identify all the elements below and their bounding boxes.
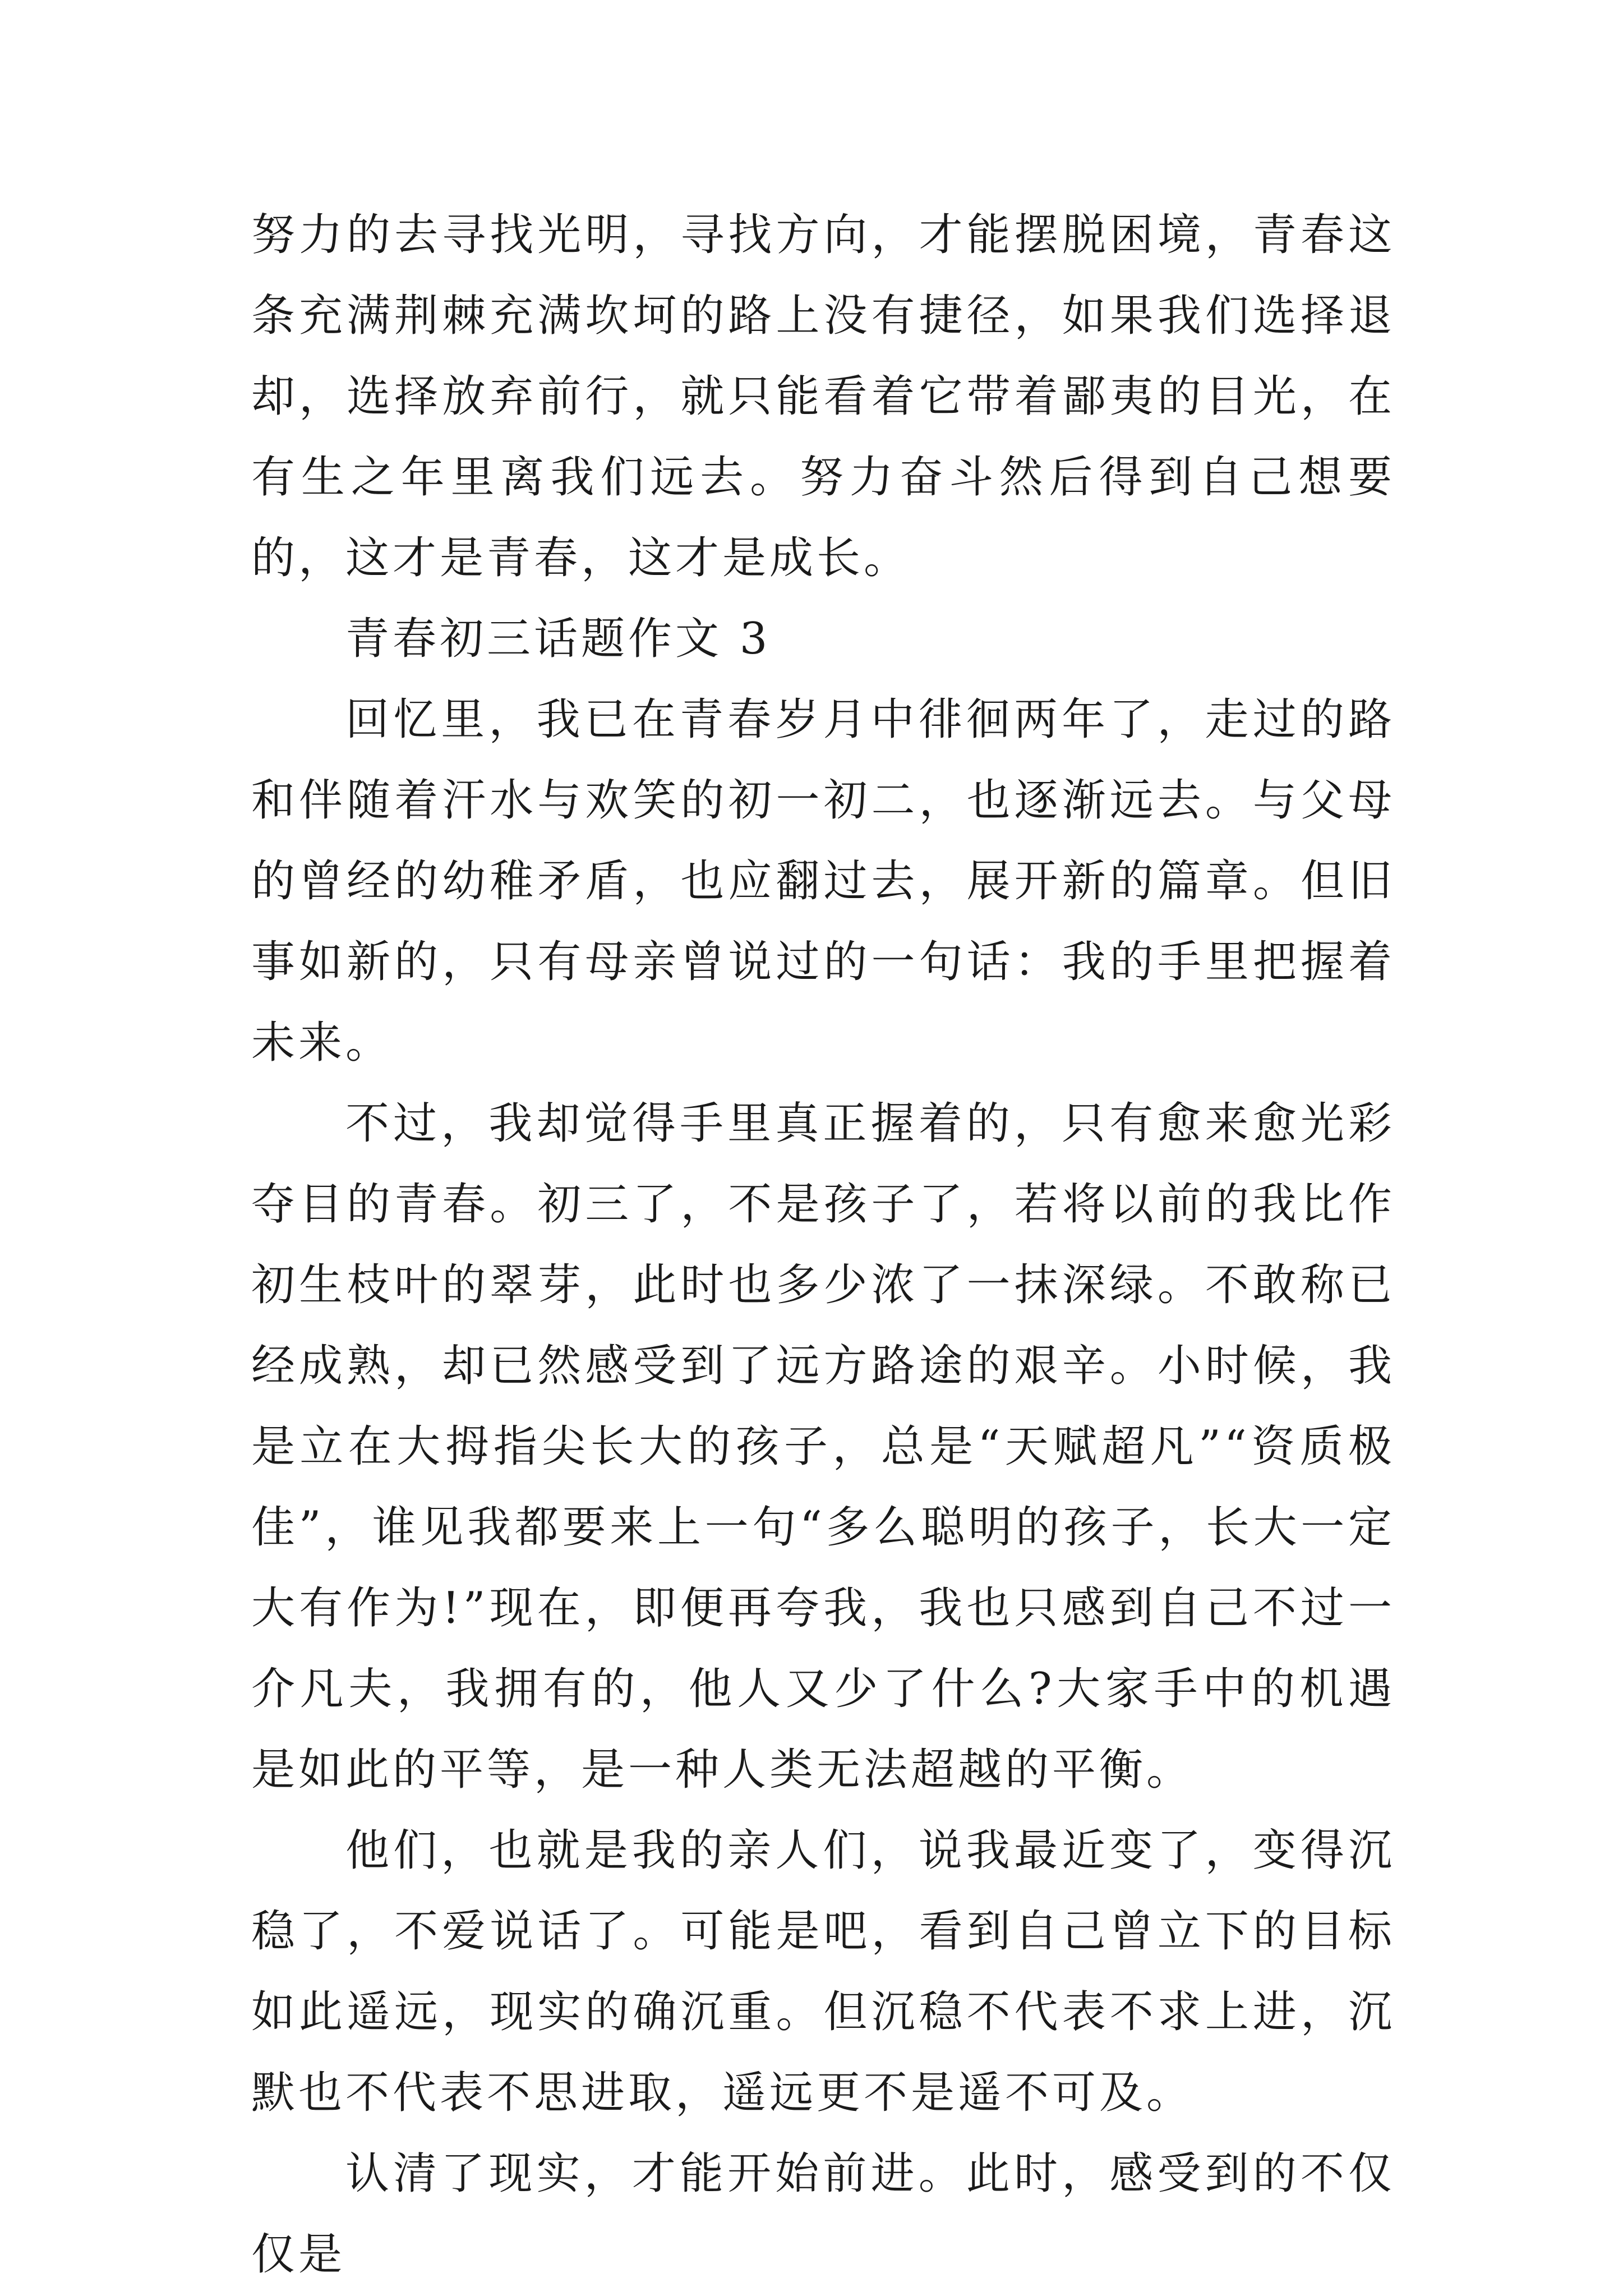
paragraph-4: 认清了现实，才能开始前进。此时，感受到的不仅仅是 <box>251 2148 1395 2280</box>
section-title: 青春初三话题作文 3 <box>345 614 771 664</box>
paragraph-1: 回忆里，我已在青春岁月中徘徊两年了，走过的路和伴随着汗水与欢笑的初一初二，也逐渐远去。与父母的曾经的幼稚矛盾，也应翻过去，展开新的篇章。但旧事如新的，只有母亲曾说过的一句话：我的手里把握着未来。 <box>251 694 1395 1068</box>
document-body <box>251 195 1395 2295</box>
paragraph-3: 他们，也就是我的亲人们，说我最近变了，变得沉稳了，不爱说话了。可能是吧，看到自己曾立下的目标如此遥远，现实的确沉重。但沉稳不代表不求上进，沉默也不代表不思进取，遥远更不是遥不可及。 <box>251 1825 1395 2118</box>
paragraph-continuation: 努力的去寻找光明，寻找方向，才能摆脱困境，青春这条充满荆棘充满坎坷的路上没有捷径，如果我们选择退却，选择放弃前行，就只能看着它带着鄙夷的目光，在有生之年里离我们远去。努力奋斗然后得到自己想要的，这才是青春，这才是成长。 <box>251 210 1395 583</box>
paragraph-2: 不过，我却觉得手里真正握着的，只有愈来愈光彩夺目的青春。初三了，不是孩子了，若将以前的我比作初生枝叶的翠芽，此时也多少浓了一抹深绿。不敢称已经成熟，却已然感受到了远方路途的艰辛。小时候，我是立在大拇指尖长大的孩子，总是“天赋超凡”“资质极佳”，谁见我都要来上一句“多么聪明的孩子，长大一定大有作为!”现在，即便再夸我，我也只感到自己不过一介凡夫，我拥有的，他人又少了什么?大家手中的机遇是如此的平等，是一种人类无法超越的平衡。 <box>251 1098 1395 1795</box>
